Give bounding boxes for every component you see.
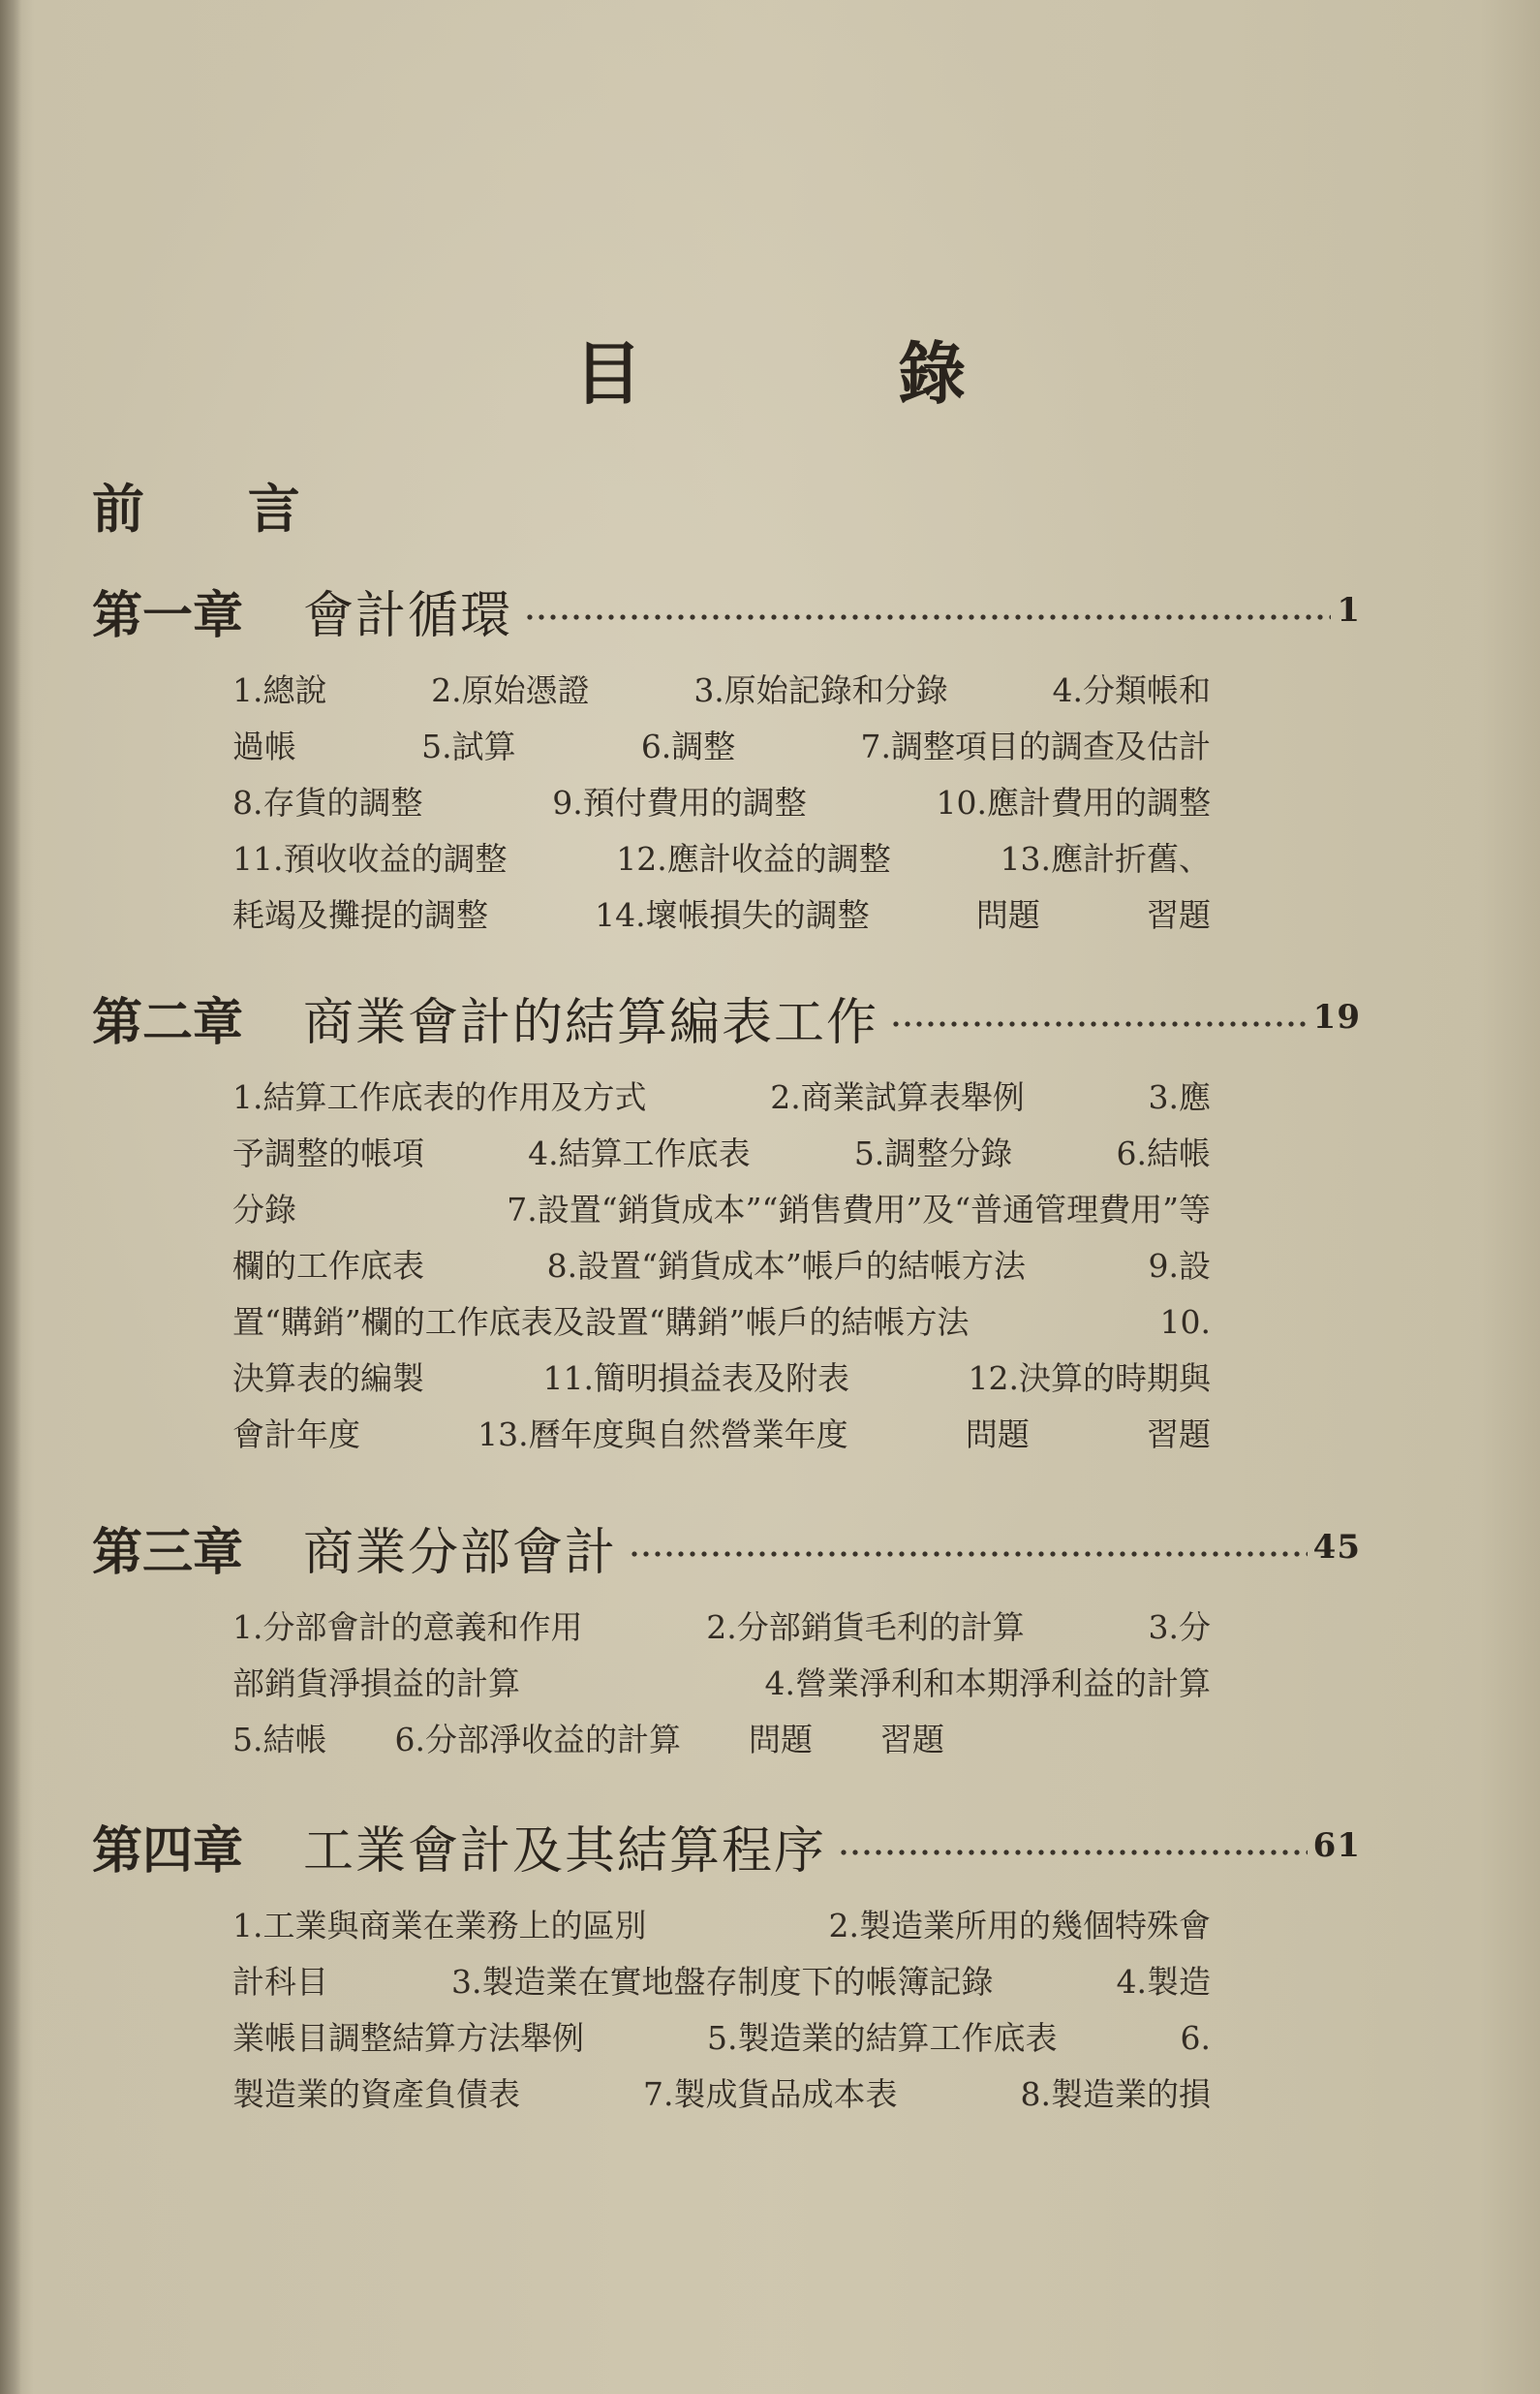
page-title: 目 錄: [573, 333, 1083, 414]
section-item: 耗竭及攤提的調整: [232, 896, 488, 934]
section-item: 欄的工作底表: [232, 1247, 424, 1285]
section-item: 8.設置“銷貨成本”帳戶的結帳方法: [546, 1247, 1026, 1285]
section-item: 13.曆年度與自然營業年度: [477, 1415, 848, 1453]
section-line: [232, 1407, 1211, 1463]
section-item: 予調整的帳項: [232, 1135, 424, 1172]
section-item: 計科目: [232, 1963, 328, 2001]
section-line: [232, 1238, 1211, 1294]
dot-leader: [838, 1849, 1308, 1856]
section-line: [232, 2010, 1211, 2067]
section-item: 6.分部淨收益的計算: [394, 1721, 681, 1758]
chapter-heading[interactable]: [92, 1508, 1361, 1586]
chapter-page-number: 61: [1312, 1826, 1361, 1865]
section-item: 置“購銷”欄的工作底表及設置“購銷”帳戶的結帳方法: [232, 1303, 970, 1341]
section-line: [232, 2067, 1211, 2123]
dot-leader: [524, 613, 1331, 621]
section-item: 2.商業試算表舉例: [770, 1078, 1025, 1116]
section-item: 決算表的編製: [232, 1359, 424, 1397]
section-line: [232, 1712, 1211, 1768]
section-item: 習題: [1147, 1415, 1211, 1453]
section-item: 5.試算: [421, 728, 516, 765]
section-item: 8.製造業的損: [1020, 2075, 1211, 2113]
section-line: [232, 831, 1211, 887]
section-item: 問題: [749, 1721, 813, 1758]
section-item: 1.分部會計的意義和作用: [232, 1608, 583, 1646]
section-item: 11.預收收益的調整: [232, 840, 508, 878]
chapter-title: 工業會計及其結算程序: [303, 1821, 827, 1881]
section-item: 3.應: [1148, 1078, 1211, 1116]
section-item: 1.工業與商業在業務上的區別: [232, 1907, 647, 1944]
section-line: [232, 1954, 1211, 2010]
section-item: 9.設: [1148, 1247, 1211, 1285]
section-line: [232, 1898, 1211, 1954]
preface-heading: 前 言: [92, 478, 343, 540]
section-item: 6.: [1180, 2019, 1211, 2057]
section-item: 14.壞帳損失的調整: [595, 896, 870, 934]
section-item: 5.調整分錄: [853, 1135, 1013, 1172]
dot-leader: [890, 1020, 1308, 1028]
section-item: 3.原始記錄和分錄: [693, 671, 948, 709]
section-item: 習題: [880, 1721, 944, 1758]
section-item: 8.存貨的調整: [232, 784, 423, 822]
section-list: [232, 1600, 1211, 1768]
section-item: 7.設置“銷貨成本”“銷售費用”及“普通管理費用”等: [507, 1191, 1211, 1228]
section-line: [232, 1351, 1211, 1407]
chapter-page-number: 45: [1312, 1528, 1361, 1567]
section-line: [232, 1126, 1211, 1182]
section-item: 部銷貨淨損益的計算: [232, 1664, 520, 1702]
section-item: 習題: [1147, 896, 1211, 934]
chapter-4: [92, 1807, 1361, 2123]
section-item: 3.製造業在實地盤存制度下的帳簿記錄: [451, 1963, 994, 2001]
section-line: [232, 1182, 1211, 1238]
section-item: 9.預付費用的調整: [552, 784, 807, 822]
section-line: [232, 663, 1211, 719]
chapter-heading[interactable]: [92, 572, 1361, 649]
section-list: [232, 663, 1211, 944]
section-item: 2.製造業所用的幾個特殊會: [828, 1907, 1211, 1944]
chapter-3: [92, 1508, 1361, 1768]
section-item: 4.製造: [1116, 1963, 1211, 2001]
chapter-page-number: 19: [1312, 998, 1361, 1037]
section-item: 6.調整: [640, 728, 736, 765]
chapter-number: 第三章: [92, 1522, 244, 1582]
chapter-heading[interactable]: [92, 1807, 1361, 1884]
section-item: 12.應計收益的調整: [616, 840, 891, 878]
section-item: 5.結帳: [232, 1721, 327, 1758]
chapter-title: 商業會計的結算編表工作: [303, 993, 879, 1052]
section-line: [232, 719, 1211, 775]
section-item: 問題: [965, 1415, 1030, 1453]
section-item: 7.調整項目的調查及估計: [860, 728, 1211, 765]
chapter-2: [92, 979, 1361, 1463]
chapter-page-number: 1: [1337, 591, 1361, 630]
section-item: 分錄: [232, 1191, 296, 1228]
section-line: [232, 1294, 1211, 1351]
section-item: 6.結帳: [1116, 1135, 1211, 1172]
chapter-title: 商業分部會計: [303, 1523, 618, 1582]
section-item: 製造業的資產負債表: [232, 2075, 520, 2113]
section-item: 4.分類帳和: [1052, 671, 1211, 709]
section-list: [232, 1070, 1211, 1463]
section-item: 10.: [1159, 1303, 1211, 1341]
section-list: [232, 1898, 1211, 2123]
chapter-1: [92, 572, 1361, 944]
section-item: 4.結算工作底表: [528, 1135, 751, 1172]
section-line: [232, 1600, 1211, 1656]
section-item: 4.營業淨利和本期淨利益的計算: [764, 1664, 1211, 1702]
dot-leader: [629, 1550, 1308, 1558]
chapter-number: 第四章: [92, 1820, 244, 1881]
section-item: 12.決算的時期與: [968, 1359, 1211, 1397]
chapter-heading[interactable]: [92, 979, 1361, 1056]
chapter-number: 第二章: [92, 992, 244, 1052]
section-item: 會計年度: [232, 1415, 360, 1453]
section-item: 3.分: [1148, 1608, 1211, 1646]
chapter-title: 會計循環: [303, 586, 513, 645]
section-line: [232, 1656, 1211, 1712]
section-item: 11.簡明損益表及附表: [542, 1359, 849, 1397]
section-item: 10.應計費用的調整: [936, 784, 1211, 822]
section-item: 1.總說: [232, 671, 327, 709]
section-line: [232, 887, 1211, 944]
section-item: 1.結算工作底表的作用及方式: [232, 1078, 647, 1116]
section-line: [232, 1070, 1211, 1126]
section-item: 2.分部銷貨毛利的計算: [706, 1608, 1025, 1646]
section-item: 13.應計折舊、: [1000, 840, 1211, 878]
chapter-number: 第一章: [92, 585, 244, 645]
section-item: 2.原始憑證: [431, 671, 590, 709]
section-item: 5.製造業的結算工作底表: [707, 2019, 1058, 2057]
section-item: 7.製成貨品成本表: [643, 2075, 898, 2113]
section-item: 過帳: [232, 728, 296, 765]
section-item: 問題: [975, 896, 1040, 934]
section-item: 業帳目調整結算方法舉例: [232, 2019, 584, 2057]
section-line: [232, 775, 1211, 831]
